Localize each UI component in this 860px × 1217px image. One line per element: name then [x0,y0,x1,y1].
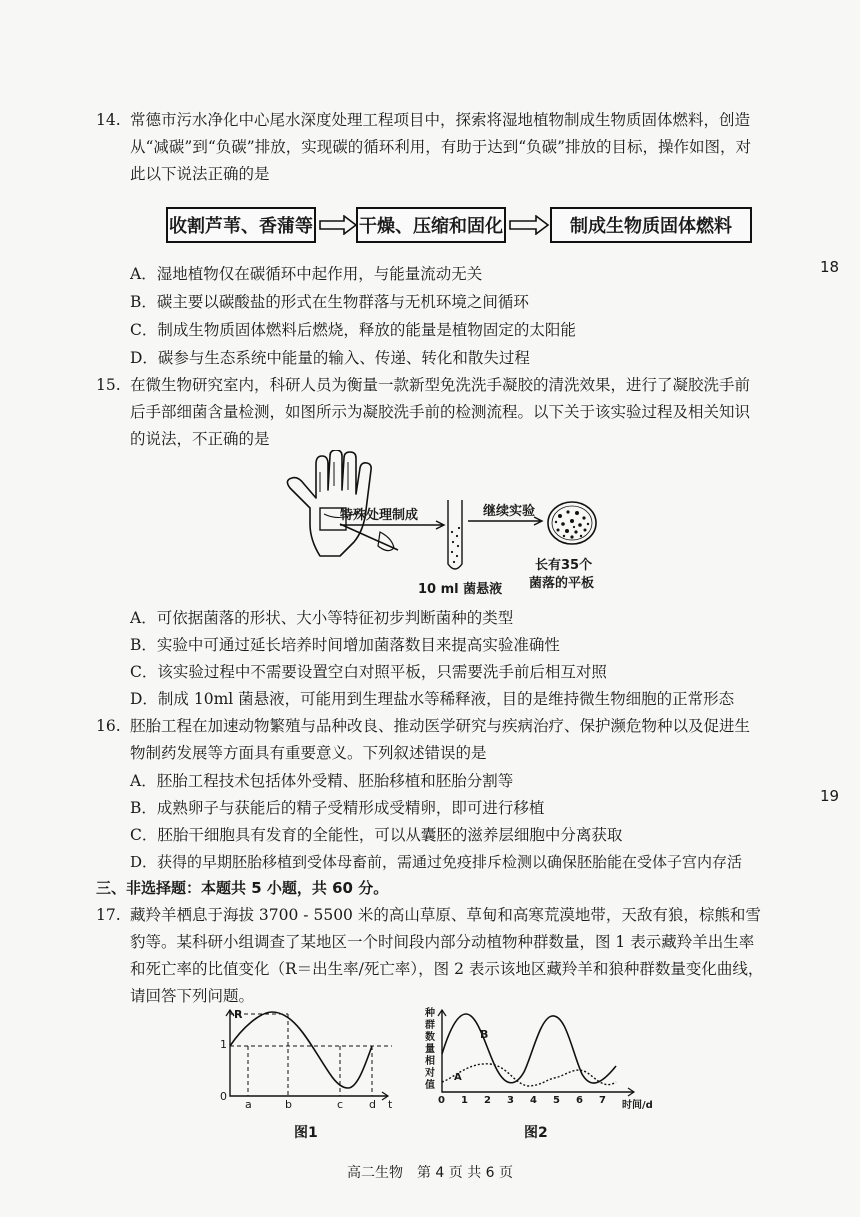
question-14-option-a: A．湿地植物仅在碳循环中起作用，与能量流动无关 [130,265,483,283]
figure-1-plot [212,1008,412,1108]
y-label-char: 值 [425,1080,435,1091]
side-number-18: 18 [820,258,840,276]
figure-2-x-tick: 6 [576,1095,583,1106]
question-15-option-b: B．实验中可通过延长培养时间增加菌落数目来提高实验准确性 [130,636,560,654]
question-15-stem-line: 后手部细菌含量检测，如图所示为凝胶洗手前的检测流程。以下关于该实验过程及相关知识 [130,403,751,421]
question-16-option-c: C．胚胎干细胞具有发育的全能性，可以从囊胚的滋养层细胞中分离获取 [130,826,623,844]
y-label-char: 量 [425,1044,435,1055]
question-16-stem-line: 胚胎工程在加速动物繁殖与品种改良、推动医学研究与疾病治疗、保护濒危物种以及促进生 [130,717,751,735]
y-label-char: 群 [425,1020,435,1031]
question-14-option-c: C．制成生物质固体燃料后燃烧，释放的能量是植物固定的太阳能 [130,321,576,339]
figure-label-continue: 继续实验 [483,504,536,519]
figure-1-x-tick: t [388,1098,393,1111]
flow-step-dry-compress: 干燥、压缩和固化 [356,207,506,243]
page-footer: 高二生物 第 4 页 共 6 页 [346,1165,514,1181]
question-16-number: 16. [96,717,121,735]
petri-dish-icon [546,500,598,546]
flow-step-fuel: 制成生物质固体燃料 [550,207,752,243]
question-17-stem-line: 藏羚羊栖息于海拔 3700 - 5500 米的高山草原、草甸和高寒荒漠地带，天敌有狼，棕熊和雪 [130,906,761,924]
figure-1-x-tick: d [369,1098,376,1111]
figure-label-plate-line-2: 菌落的平板 [529,576,595,591]
question-15-number: 15. [96,376,121,394]
figure-1-y-tick-one: 1 [220,1038,227,1051]
question-14-option-b: B．碳主要以碳酸盐的形式在生物群落与无机环境之间循环 [130,293,529,311]
question-16-option-b: B．成熟卵子与获能后的精子受精形成受精卵，即可进行移植 [130,799,545,817]
question-15-figure [280,450,620,600]
y-label-char: 对 [425,1068,435,1079]
figure-label-tube: 10 ml 菌悬液 [418,582,503,597]
y-label-char: 种 [425,1008,435,1019]
figure-1-x-tick: a [245,1098,252,1111]
figure-2-x-tick: 1 [461,1095,468,1106]
question-14-stem-line: 从“减碳”到“负碳”排放，实现碳的循环利用，有助于达到“负碳”排放的目标，操作如图，对 [130,138,752,156]
question-14-stem-line: 常德市污水净化中心尾水深度处理工程项目中，探索将湿地植物制成生物质固体燃料，创造 [130,111,751,129]
question-17-number: 17. [96,906,121,924]
figure-label-process: 特殊处理制成 [340,508,419,523]
flow-step-harvest: 收割芦苇、香蒲等 [166,207,316,243]
question-17-stem-line: 豹等。某科研小组调查了某地区一个时间段内部分动植物种群数量，图 1 表示藏羚羊出生率 [130,933,755,951]
figure-1 [212,1008,412,1148]
figure-2-caption: 图2 [524,1125,548,1141]
figure-1-y-label: R [234,1008,243,1021]
question-15-option-d: D．制成 10ml 菌悬液，可能用到生理盐水等稀释液，目的是维持微生物细胞的正常形态 [130,690,735,708]
question-15-stem-line: 的说法，不正确的是 [130,430,270,448]
figure-1-x-tick: c [337,1098,344,1111]
question-14-option-d: D．碳参与生态系统中能量的输入、传递、转化和散失过程 [130,349,530,367]
flow-arrow-icon [318,215,358,235]
question-14-stem-line: 此以下说法正确的是 [130,165,270,183]
question-15-stem-line: 在微生物研究室内，科研人员为衡量一款新型免洗洗手凝胶的清洗效果，进行了凝胶洗手前 [130,376,751,394]
series-b-label: B [480,1028,489,1041]
side-number-19: 19 [820,787,840,805]
figure-2 [420,1008,670,1148]
figure-1-caption: 图1 [294,1125,318,1141]
question-15-option-c: C．该实验过程中不需要设置空白对照平板，只需要洗手前后相互对照 [130,663,607,681]
question-16-option-d: D．获得的早期胚胎移植到受体母畜前，需通过免疫排斥检测以确保胚胎能在受体子宫内存活 [130,853,743,871]
question-17-stem-line: 和死亡率的比值变化（R＝出生率/死亡率），图 2 表示该地区藏羚羊和狼种群数量变化曲线， [130,960,764,978]
figure-2-x-tick: 7 [599,1095,606,1106]
figure-2-x-tick: 0 [438,1095,445,1106]
question-17-stem-line: 请回答下列问题。 [130,987,255,1005]
figure-2-plot [420,1008,670,1104]
continue-arrow-icon [468,516,548,526]
flow-arrow-icon [508,215,550,235]
section-3-heading: 三、非选择题：本题共 5 小题，共 60 分。 [96,879,389,897]
test-tube-icon [445,498,465,574]
figure-1-x-tick: b [285,1098,292,1111]
series-a-label: A [454,1072,462,1083]
question-14-number: 14. [96,111,121,129]
process-arrow-icon [340,520,450,530]
figure-1-origin: 0 [220,1090,227,1103]
y-label-char: 数 [425,1032,435,1043]
figure-2-x-tick: 4 [530,1095,537,1106]
figure-2-x-label: 时间/d [622,1100,653,1111]
figure-2-x-tick: 2 [484,1095,491,1106]
figure-2-x-tick: 3 [507,1095,514,1106]
question-16-stem-line: 物制药发展等方面具有重要意义。下列叙述错误的是 [130,744,487,762]
question-16-option-a: A．胚胎工程技术包括体外受精、胚胎移植和胚胎分割等 [130,772,514,790]
question-15-option-a: A．可依据菌落的形状、大小等特征初步判断菌种的类型 [130,609,514,627]
y-label-char: 相 [425,1056,435,1067]
figure-2-x-tick: 5 [553,1095,560,1106]
figure-label-plate-line-1: 长有35个 [535,558,593,573]
